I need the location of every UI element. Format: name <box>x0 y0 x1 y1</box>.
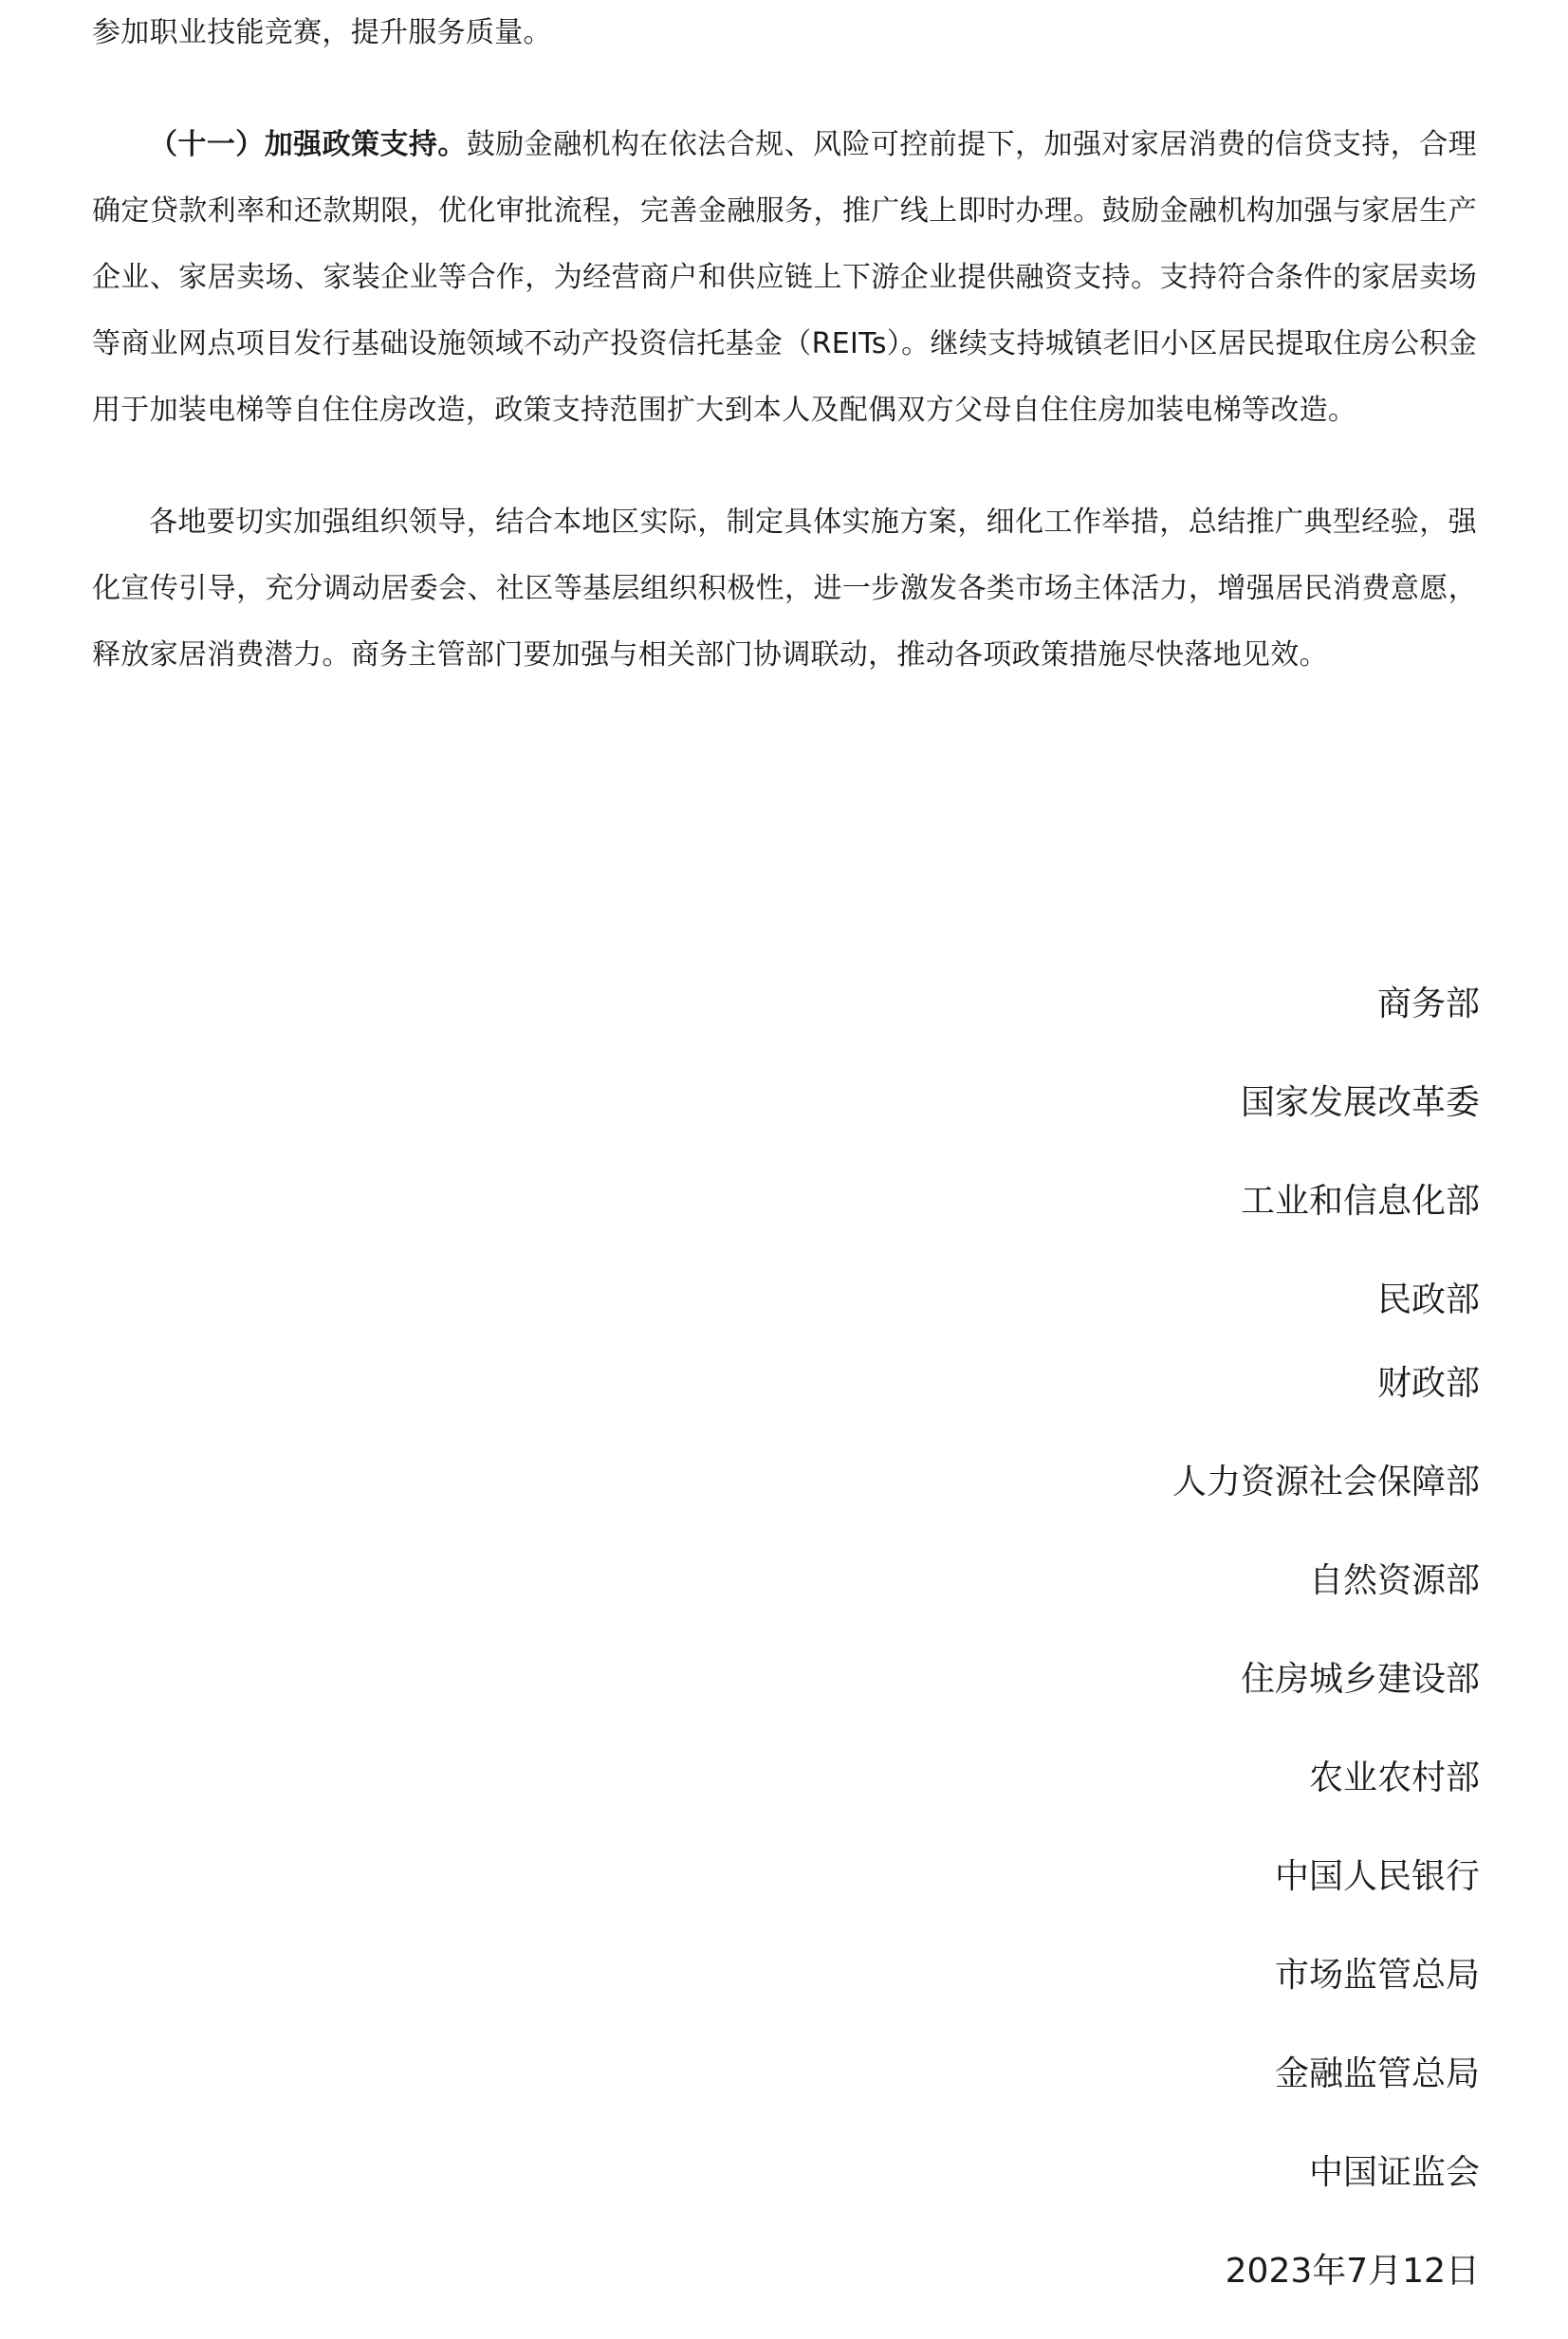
signatory-agriculture: 农业农村部 <box>1308 1759 1480 1797</box>
signatory-block <box>816 982 1480 2294</box>
signatory-nfra: 金融监管总局 <box>1274 2054 1480 2093</box>
signatory-civil-affairs: 民政部 <box>1376 1280 1480 1319</box>
signatory-ndrc: 国家发展改革委 <box>1240 1083 1480 1122</box>
document-body <box>92 0 1477 689</box>
signatory-pboc: 中国人民银行 <box>1274 1857 1480 1896</box>
signatory-csrc: 中国证监会 <box>1308 2153 1480 2192</box>
signatory-housing: 住房城乡建设部 <box>1240 1660 1480 1699</box>
signatory-finance: 财政部 <box>1376 1364 1480 1403</box>
section-11-body: 鼓励金融机构在依法合规、风险可控前提下，加强对家居消费的信贷支持，合理确定贷款利率和还款期限，优化审批流程，完善金融服务，推广线上即时办理。鼓励金融机构加强与家居生产企业、家居卖场、家装企业等合作，为经营商户和供应链上下游企业提供融资支持。支持符合条件的家居卖场等商业网点项目发行基础设施领域不动产投资信托基金（REITs）。继续支持城镇老旧小区居民提取住房公积金用于加装电梯等自住住房改造，政策支持范围扩大到本人及配偶双方父母自住住房加装电梯等改造。 <box>92 128 1477 427</box>
section-11-paragraph <box>92 112 1477 444</box>
signatory-samr: 市场监管总局 <box>1274 1956 1480 1995</box>
signatory-natural-resources: 自然资源部 <box>1308 1561 1480 1600</box>
signatory-ministry-of-commerce: 商务部 <box>1376 985 1480 1023</box>
closing-paragraph: 各地要切实加强组织领导，结合本地区实际，制定具体实施方案，细化工作举措，总结推广典型经验，强化宣传引导，充分调动居委会、社区等基层组织积极性，进一步激发各类市场主体活力，增强居民消费意愿，释放家居消费潜力。商务主管部门要加强与相关部门协调联动，推动各项政策措施尽快落地见效。 <box>92 506 1477 672</box>
paragraph-continuation: 参加职业技能竞赛，提升服务质量。 <box>92 16 552 49</box>
signatory-hrss: 人力资源社会保障部 <box>1171 1463 1480 1501</box>
section-11-heading: （十一）加强政策支持。 <box>149 128 467 161</box>
document-date: 2023年7月12日 <box>1225 2252 1480 2291</box>
signatory-miit: 工业和信息化部 <box>1240 1182 1480 1221</box>
